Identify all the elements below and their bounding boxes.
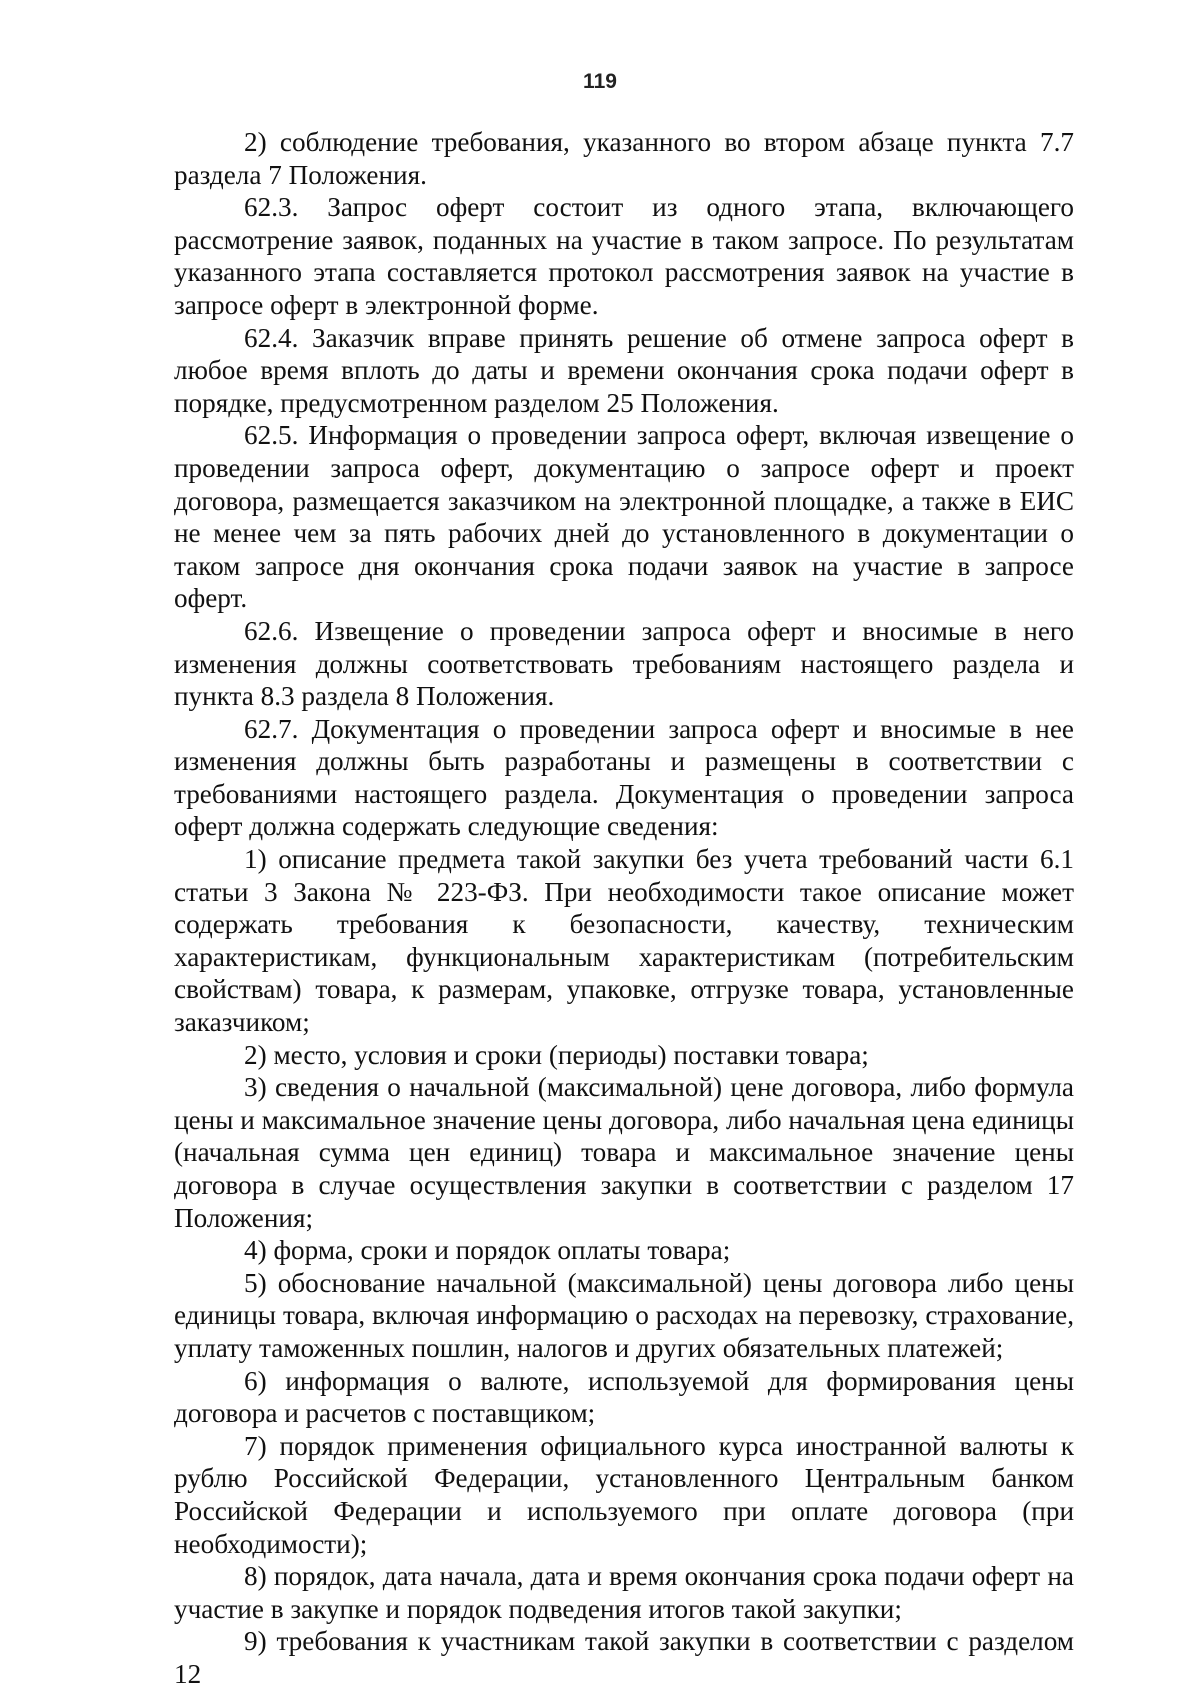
document-body [174,126,1074,1691]
paragraph-62-4: 62.4. Заказчик вправе принять решение об отмене запроса оферт в любое время вплоть до даты и времени окончания срока подачи оферт в порядке, предусмотренном разделом 25 Положения. [174,322,1074,418]
list-item-4: 4) форма, сроки и порядок оплаты товара; [244,1235,731,1266]
paragraph-62-7: 62.7. Документация о проведении запроса оферт и вносимые в нее изменения должны быть разработаны и размещены в соответствии с требованиями настоящего раздела. Документация о проведении запроса оферт должна содержать следующие сведения: [174,713,1074,842]
list-item-7: 7) порядок применения официального курса иностранной валюты к рублю Российской Федерации, установленного Центральным банком Российской Федерации и используемого при оплате договора (при необходимости); [174,1430,1074,1559]
list-item-8: 8) порядок, дата начала, дата и время окончания срока подачи оферт на участие в закупке и порядок подведения итогов такой закупки; [174,1561,1074,1624]
paragraph-62-3: 62.3. Запрос оферт состоит из одного этапа, включающего рассмотрение заявок, поданных на участие в таком запросе. По результатам указанного этапа составляется протокол рассмотрения заявок на участие в запросе оферт в электронной форме. [174,192,1074,320]
list-item-3: 3) сведения о начальной (максимальной) цене договора, либо формула цены и максимальное значение цены договора, либо начальная цена единицы (начальная сумма цен единиц) товара и максимальное значение цены договора в случае осуществления закупки в соответствии с разделом 17 Положения; [174,1072,1074,1233]
list-item-2: 2) место, условия и сроки (периоды) поставки товара; [244,1039,869,1070]
paragraph-item-2: 2) соблюдение требования, указанного во втором абзаце пункта 7.7 раздела 7 Положения. [174,127,1074,190]
paragraph-62-6: 62.6. Извещение о проведении запроса оферт и вносимые в него изменения должны соответствовать требованиям настоящего раздела и пункта 8.3 раздела 8 Положения. [174,615,1074,712]
list-item-1: 1) описание предмета такой закупки без учета требований части 6.1 статьи 3 Закона № 223-ФЗ. При необходимости такое описание может содержать требования к безопасности, качеству, техническим характеристикам, функциональным характеристикам (потребительским свойствам) товара, к размерам, упаковке, отгрузке товара, установленные заказчиком; [174,844,1074,1038]
page-number: 119 [583,70,617,93]
list-item-9: 9) требования к участникам такой закупки в соответствии с разделом 12 [174,1626,1074,1689]
list-item-5: 5) обоснование начальной (максимальной) цены договора либо цены единицы товара, включая информацию о расходах на перевозку, страхование, уплату таможенных пошлин, налогов и других обязательных платежей; [174,1267,1074,1363]
list-item-6: 6) информация о валюте, используемой для формирования цены договора и расчетов с поставщиком; [174,1365,1074,1429]
paragraph-62-5: 62.5. Информация о проведении запроса оферт, включая извещение о проведении запроса оферт, документацию о запросе оферт и проект договора, размещается заказчиком на электронной площадке, а также в ЕИС не менее чем за пять рабочих дней до установленного в документации о таком запросе дня окончания срока подачи заявок на участие в запросе оферт. [174,420,1074,614]
